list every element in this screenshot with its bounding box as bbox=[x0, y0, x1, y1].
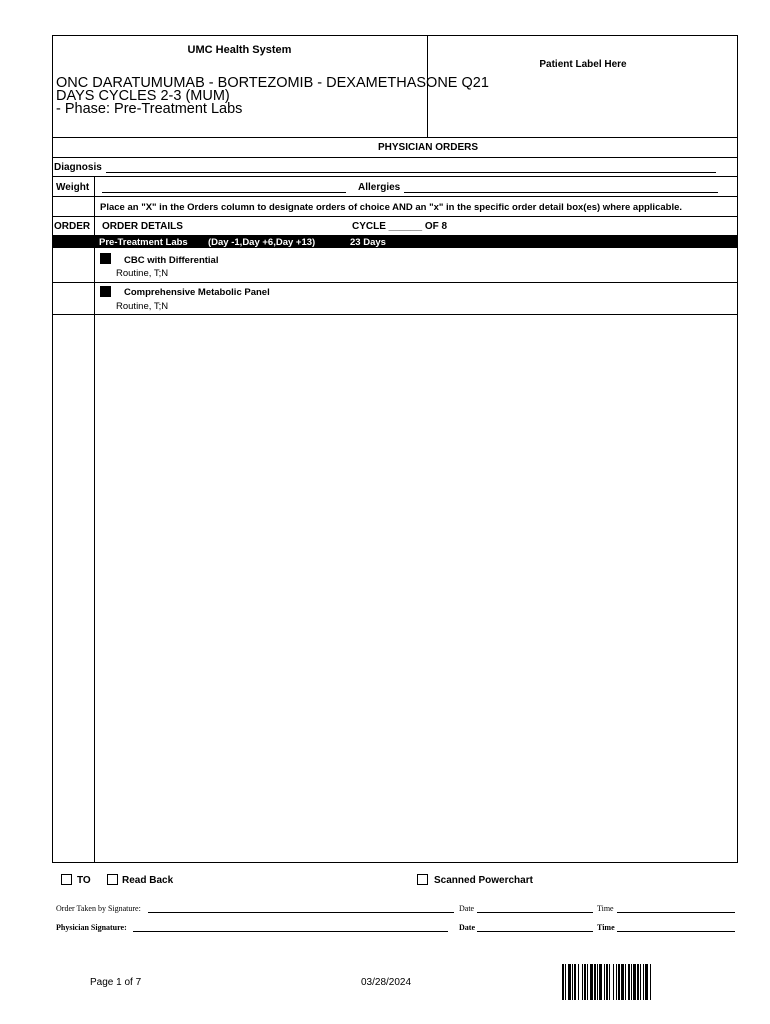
scanned-powerchart-checkbox[interactable] bbox=[417, 874, 428, 885]
weight-label: Weight bbox=[56, 182, 90, 193]
order-taken-date-label: Date bbox=[459, 904, 475, 913]
to-label: TO bbox=[77, 875, 91, 886]
order-checkbox[interactable] bbox=[100, 253, 111, 264]
column-order: ORDER bbox=[54, 221, 91, 232]
to-checkbox[interactable] bbox=[61, 874, 72, 885]
column-order-details: ORDER DETAILS bbox=[102, 221, 183, 232]
page-number: Page 1 of 7 bbox=[90, 977, 142, 988]
order-name: CBC with Differential bbox=[124, 255, 219, 266]
diagnosis-row bbox=[52, 158, 738, 177]
plan-title bbox=[56, 77, 516, 116]
allergies-field[interactable] bbox=[404, 192, 718, 193]
organization-name: UMC Health System bbox=[187, 44, 292, 56]
order-taken-signature-field[interactable] bbox=[148, 912, 454, 913]
physician-time-field[interactable] bbox=[617, 931, 735, 932]
physician-date-label: Date bbox=[459, 923, 475, 932]
plan-title-line-1: ONC DARATUMUMAB - BORTEZOMIB - DEXAMETHASONE Q21 bbox=[56, 75, 489, 91]
weight-divider bbox=[94, 177, 95, 197]
order-taken-time-field[interactable] bbox=[617, 912, 735, 913]
plan-title-line-3: - Phase: Pre-Treatment Labs bbox=[56, 101, 243, 117]
plan-title-line-2: DAYS CYCLES 2-3 (MUM) bbox=[56, 88, 230, 104]
order-name: Comprehensive Metabolic Panel bbox=[124, 287, 270, 298]
allergies-label: Allergies bbox=[358, 182, 401, 193]
read-back-label: Read Back bbox=[122, 875, 174, 886]
column-cycle: CYCLE ______ OF 8 bbox=[352, 221, 448, 232]
physician-date-field[interactable] bbox=[477, 931, 593, 932]
print-date: 03/28/2024 bbox=[361, 977, 412, 988]
order-detail: Routine, T;N bbox=[116, 268, 169, 279]
orders-grid bbox=[52, 248, 738, 863]
diagnosis-field[interactable] bbox=[106, 172, 716, 173]
diagnosis-label: Diagnosis bbox=[54, 162, 102, 173]
order-detail: Routine, T;N bbox=[116, 301, 169, 312]
row-divider bbox=[52, 282, 738, 283]
weight-field[interactable] bbox=[102, 192, 346, 193]
section-name: Pre-Treatment Labs bbox=[99, 237, 188, 248]
section-days: (Day -1,Day +6,Day +13) bbox=[208, 237, 316, 248]
orders-grid-divider bbox=[94, 248, 95, 863]
physician-time-label: Time bbox=[597, 923, 615, 932]
order-checkbox[interactable] bbox=[100, 286, 111, 297]
instructions-text: Place an "X" in the Orders column to designate orders of choice AND an "x" in the specific order detail box(es) where applicable. bbox=[100, 202, 683, 213]
column-header-divider bbox=[94, 217, 95, 236]
physician-orders-title: PHYSICIAN ORDERS bbox=[377, 142, 478, 153]
barcode bbox=[562, 964, 694, 1000]
patient-label-area: Patient Label Here bbox=[539, 59, 627, 70]
physician-signature-field[interactable] bbox=[133, 931, 448, 932]
physician-signature-label: Physician Signature: bbox=[56, 923, 127, 932]
order-taken-date-field[interactable] bbox=[477, 912, 593, 913]
order-select-cell[interactable] bbox=[52, 248, 94, 282]
read-back-checkbox[interactable] bbox=[107, 874, 118, 885]
scanned-powerchart-label: Scanned Powerchart bbox=[434, 875, 533, 886]
section-duration: 23 Days bbox=[350, 237, 386, 248]
order-select-cell[interactable] bbox=[52, 282, 94, 314]
instructions-divider bbox=[94, 197, 95, 217]
order-taken-label: Order Taken by Signature: bbox=[56, 904, 141, 913]
order-taken-time-label: Time bbox=[597, 904, 614, 913]
row-divider bbox=[52, 314, 738, 315]
